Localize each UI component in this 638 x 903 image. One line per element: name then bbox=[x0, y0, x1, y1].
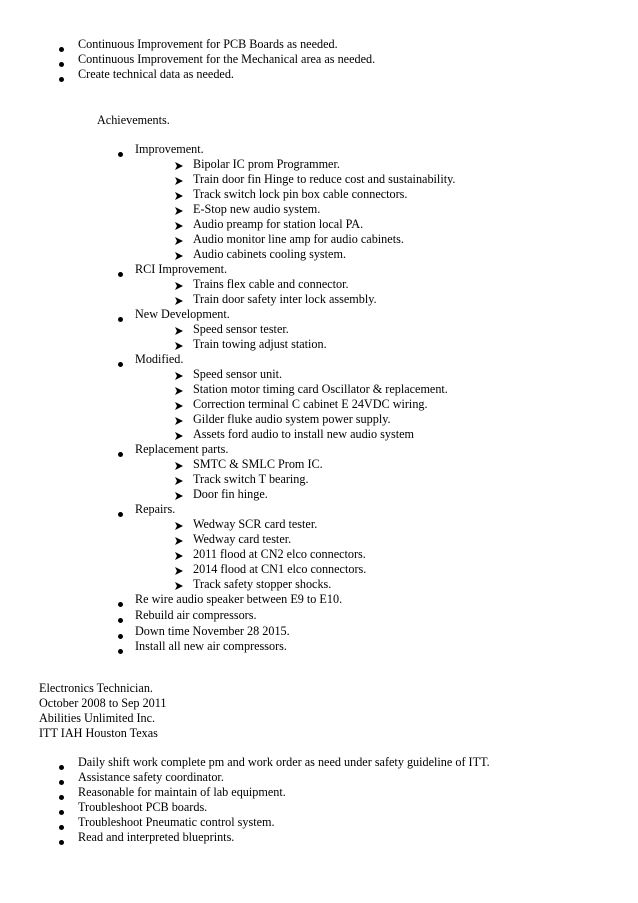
arrow-bullet-icon bbox=[174, 386, 184, 396]
bullet-dot bbox=[59, 825, 64, 830]
bullet-dot bbox=[118, 634, 123, 639]
achievement-item: Gilder fluke audio system power supply. bbox=[193, 412, 391, 426]
achievement-label: Rebuild air compressors. bbox=[135, 608, 257, 622]
achievement-label: Replacement parts. bbox=[135, 442, 229, 456]
bullet-dot bbox=[59, 810, 64, 815]
achievement-item: Trains flex cable and connector. bbox=[193, 277, 349, 291]
arrow-bullet-icon bbox=[174, 176, 184, 186]
arrow-bullet-icon bbox=[174, 281, 184, 291]
achievement-item: Train door safety inter lock assembly. bbox=[193, 292, 377, 306]
achievement-label: Down time November 28 2015. bbox=[135, 624, 290, 638]
achievements-heading: Achievements. bbox=[97, 113, 170, 127]
arrow-bullet-icon bbox=[174, 551, 184, 561]
achievement-item: SMTC & SMLC Prom IC. bbox=[193, 457, 323, 471]
job-company: Abilities Unlimited Inc. bbox=[39, 711, 156, 725]
arrow-bullet-icon bbox=[174, 581, 184, 591]
achievement-label: Improvement. bbox=[135, 142, 204, 156]
job-bullet: Daily shift work complete pm and work order as need under safety guideline of ITT. bbox=[78, 755, 490, 769]
bullet-dot bbox=[59, 840, 64, 845]
bullet-dot bbox=[118, 452, 123, 457]
achievement-item: Track switch lock pin box cable connectors. bbox=[193, 187, 408, 201]
arrow-bullet-icon bbox=[174, 431, 184, 441]
achievement-item: Station motor timing card Oscillator & replacement. bbox=[193, 382, 448, 396]
bullet-dot bbox=[59, 47, 64, 52]
achievement-label: Install all new air compressors. bbox=[135, 639, 287, 653]
achievement-item: Wedway SCR card tester. bbox=[193, 517, 318, 531]
bullet-dot bbox=[118, 152, 123, 157]
job-bullet: Read and interpreted blueprints. bbox=[78, 830, 235, 844]
achievement-item: Speed sensor unit. bbox=[193, 367, 283, 381]
achievement-item: Track safety stopper shocks. bbox=[193, 577, 332, 591]
achievement-item: Bipolar IC prom Programmer. bbox=[193, 157, 340, 171]
arrow-bullet-icon bbox=[174, 341, 184, 351]
achievement-item: Correction terminal C cabinet E 24VDC wiring. bbox=[193, 397, 428, 411]
job-location: ITT IAH Houston Texas bbox=[39, 726, 158, 740]
bullet-dot bbox=[59, 62, 64, 67]
achievement-label: RCI Improvement. bbox=[135, 262, 228, 276]
bullet-dot bbox=[118, 618, 123, 623]
job-bullet: Reasonable for maintain of lab equipment. bbox=[78, 785, 286, 799]
arrow-bullet-icon bbox=[174, 221, 184, 231]
achievement-item: Audio cabinets cooling system. bbox=[193, 247, 346, 261]
achievement-item: Assets ford audio to install new audio system bbox=[193, 427, 415, 441]
arrow-bullet-icon bbox=[174, 236, 184, 246]
job-bullet: Troubleshoot Pneumatic control system. bbox=[78, 815, 275, 829]
achievement-item: Speed sensor tester. bbox=[193, 322, 289, 336]
achievement-item: Train towing adjust station. bbox=[193, 337, 327, 351]
achievement-label: Repairs. bbox=[135, 502, 176, 516]
bullet-dot bbox=[59, 765, 64, 770]
bullet-dot bbox=[118, 512, 123, 517]
top-bullet: Continuous Improvement for PCB Boards as needed. bbox=[78, 37, 338, 51]
arrow-bullet-icon bbox=[174, 521, 184, 531]
arrow-bullet-icon bbox=[174, 476, 184, 486]
arrow-bullet-icon bbox=[174, 536, 184, 546]
achievement-item: Audio monitor line amp for audio cabinets. bbox=[193, 232, 404, 246]
top-bullet: Create technical data as needed. bbox=[78, 67, 234, 81]
job-dates: October 2008 to Sep 2011 bbox=[39, 696, 167, 710]
arrow-bullet-icon bbox=[174, 416, 184, 426]
bullet-dot bbox=[59, 77, 64, 82]
top-bullet: Continuous Improvement for the Mechanical area as needed. bbox=[78, 52, 376, 66]
bullet-dot bbox=[118, 649, 123, 654]
arrow-bullet-icon bbox=[174, 251, 184, 261]
achievement-label: Re wire audio speaker between E9 to E10. bbox=[135, 592, 343, 606]
arrow-bullet-icon bbox=[174, 491, 184, 501]
arrow-bullet-icon bbox=[174, 371, 184, 381]
achievement-item: 2014 flood at CN1 elco connectors. bbox=[193, 562, 367, 576]
achievement-item: Audio preamp for station local PA. bbox=[193, 217, 364, 231]
bullet-dot bbox=[118, 362, 123, 367]
achievement-label: Modified. bbox=[135, 352, 184, 366]
arrow-bullet-icon bbox=[174, 296, 184, 306]
achievement-item: E-Stop new audio system. bbox=[193, 202, 321, 216]
job-bullet: Troubleshoot PCB boards. bbox=[78, 800, 208, 814]
achievement-item: Wedway card tester. bbox=[193, 532, 292, 546]
job-bullet: Assistance safety coordinator. bbox=[78, 770, 224, 784]
arrow-bullet-icon bbox=[174, 326, 184, 336]
bullet-dot bbox=[59, 795, 64, 800]
bullet-dot bbox=[118, 317, 123, 322]
arrow-bullet-icon bbox=[174, 566, 184, 576]
bullet-dot bbox=[118, 272, 123, 277]
achievement-item: Train door fin Hinge to reduce cost and sustainability. bbox=[193, 172, 456, 186]
arrow-bullet-icon bbox=[174, 461, 184, 471]
job-title: Electronics Technician. bbox=[39, 681, 153, 695]
arrow-bullet-icon bbox=[174, 161, 184, 171]
achievement-item: Track switch T bearing. bbox=[193, 472, 309, 486]
arrow-bullet-icon bbox=[174, 191, 184, 201]
arrow-bullet-icon bbox=[174, 206, 184, 216]
achievement-item: 2011 flood at CN2 elco connectors. bbox=[193, 547, 366, 561]
bullet-dot bbox=[59, 780, 64, 785]
achievement-label: New Development. bbox=[135, 307, 230, 321]
arrow-bullet-icon bbox=[174, 401, 184, 411]
bullet-dot bbox=[118, 602, 123, 607]
achievement-item: Door fin hinge. bbox=[193, 487, 268, 501]
